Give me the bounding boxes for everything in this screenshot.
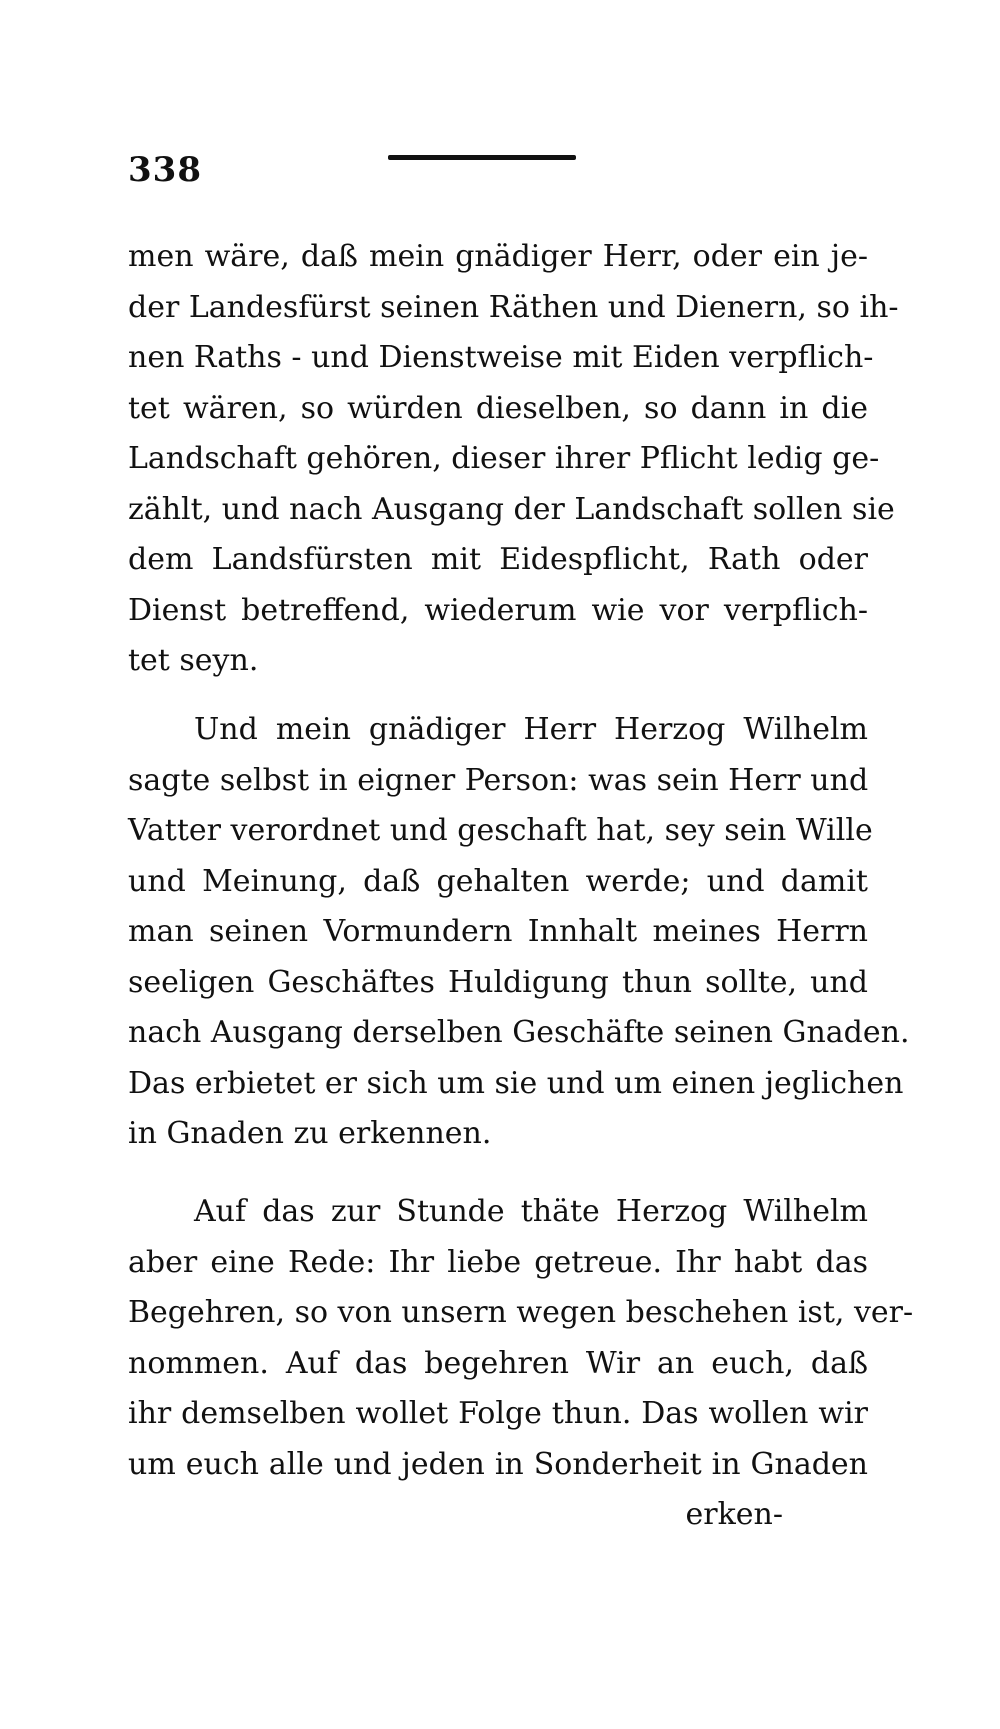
text-line: men wäre, daß mein gnädiger Herr, oder ein je-	[128, 239, 868, 274]
text-line: dem Landsfürsten mit Eidespflicht, Rath oder	[128, 542, 868, 577]
text-line: Vatter verordnet und geschaft hat, sey sein Wille	[128, 813, 873, 848]
text-line: in Gnaden zu erkennen.	[128, 1116, 492, 1151]
text-line: und Meinung, daß gehalten werde; und damit	[128, 863, 868, 899]
text-line: zählt, und nach Ausgang der Landschaft sollen sie	[128, 491, 895, 527]
text-line: sagte selbst in eigner Person: was sein Herr und	[128, 762, 869, 798]
text-line: der Landesfürst seinen Räthen und Dienern, so ih-	[128, 289, 899, 325]
text-line: Begehren, so von unsern wegen beschehen ist, ver-	[128, 1295, 914, 1330]
text-line: nommen. Auf das begehren Wir an euch, daß	[128, 1345, 868, 1381]
text-line: seeligen Geschäftes Huldigung thun sollte, und	[128, 964, 868, 1000]
text-line: aber eine Rede: Ihr liebe getreue. Ihr habt das	[128, 1244, 868, 1280]
text-line: ihr demselben wollet Folge thun. Das wollen wir	[128, 1396, 868, 1431]
header-rule	[388, 155, 576, 160]
text-line: Das erbietet er sich um sie und um einen jeglichen	[128, 1065, 904, 1101]
page-number: 338	[128, 150, 202, 190]
text-line: man seinen Vormundern Innhalt meines Herrn	[128, 914, 868, 949]
text-line: tet seyn.	[128, 643, 259, 678]
text-line: Landschaft gehören, dieser ihrer Pflicht ledig ge-	[128, 441, 880, 476]
text-line: Und mein gnädiger Herr Herzog Wilhelm	[194, 712, 868, 747]
paragraph-2	[128, 705, 910, 1160]
text-line: tet wären, so würden dieselben, so dann in die	[128, 390, 868, 426]
text-line: nen Raths - und Dienstweise mit Eiden verpflich-	[128, 340, 874, 375]
text-line: Auf das zur Stunde thäte Herzog Wilhelm	[194, 1194, 868, 1229]
text-line: nach Ausgang derselben Geschäfte seinen Gnaden.	[128, 1015, 910, 1050]
catchword: erken-	[685, 1497, 783, 1532]
text-line: Dienst betreffend, wiederum wie vor verpflich-	[128, 592, 868, 628]
text-line: um euch alle und jeden in Sonderheit in Gnaden	[128, 1446, 868, 1482]
paragraph-3	[128, 1187, 914, 1541]
paragraph-1	[128, 232, 899, 687]
